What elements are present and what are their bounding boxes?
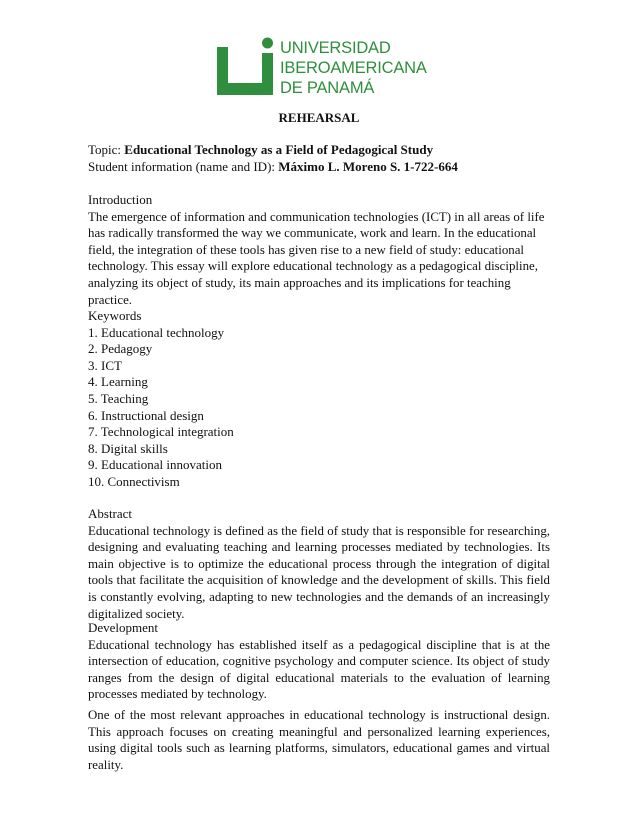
abstract-title: Abstract (88, 506, 133, 521)
development-continued (88, 707, 550, 773)
development-paragraph-2: One of the most relevant approaches in educational technology is instructional design. This approach focuses on creating meaningful and personalized learning experiences, using digital tools such as learning platforms, simulators, educational games and virtual reality. (88, 708, 550, 772)
keywords-list (88, 325, 550, 491)
abstract-section (88, 506, 550, 622)
keyword-item: 8. Digital skills (88, 440, 168, 456)
keyword-item: 7. Technological integration (88, 424, 234, 440)
university-logo-mark (216, 37, 278, 97)
keyword-item: 9. Educational innovation (88, 457, 222, 473)
university-logo-text (280, 38, 427, 98)
development-section (88, 620, 550, 703)
keyword-item: 3. ICT (88, 357, 122, 373)
development-title: Development (88, 620, 159, 635)
logo-line-1: UNIVERSIDAD (280, 39, 391, 57)
keyword-item: 6. Instructional design (88, 407, 204, 423)
topic-label: Topic: (88, 142, 125, 157)
abstract-text: Educational technology is defined as the field of study that is responsible for researching, designing and evaluating teaching and learning processes mediated by technologies. Its main objective is to optimize the educational process through the integration of digital tools that facilitate the acquisition of knowledge and the development of skills. This field is constantly evolving, adapting to new technologies and the demands of an increasingly digitalized society. (88, 523, 550, 621)
keyword-item: 10. Connectivism (88, 473, 180, 489)
logo-line-2: IBEROAMERICANA (280, 59, 427, 77)
topic-line (88, 142, 550, 175)
student-label: Student information (name and ID): (88, 158, 279, 174)
document-heading: REHEARSAL (278, 110, 360, 125)
keywords-section (88, 308, 550, 491)
university-logo (216, 37, 426, 99)
keywords-title: Keywords (88, 308, 142, 323)
keyword-item: 2. Pedagogy (88, 341, 153, 357)
introduction-text: The emergence of information and communication technologies (ICT) in all areas of life has radically transformed the way we communicate, work and learn. In the educational field, the integration of these tools has given rise to a new field of study: educational technology. This essay will explore educational technology as a pedagogical discipline, analyzing its object of study, its main approaches and its implications for teaching practice. (88, 209, 545, 307)
student-value: Máximo L. Moreno S. 1-722-664 (278, 158, 458, 174)
introduction-title: Introduction (88, 192, 153, 207)
logo-line-3: DE PANAMÁ (280, 79, 375, 97)
topic-value: Educational Technology as a Field of Pedagogical Study (124, 142, 434, 157)
introduction-section (88, 192, 550, 308)
keyword-item: 1. Educational technology (88, 324, 225, 340)
keyword-item: 4. Learning (88, 374, 148, 390)
development-paragraph-1: Educational technology has established itself as a pedagogical discipline that is at the intersection of education, cognitive psychology and computer science. Its object of study ranges from the design of digital educational materials to the evaluation of learning processes mediated by technology. (88, 637, 550, 702)
keyword-item: 5. Teaching (88, 390, 149, 406)
